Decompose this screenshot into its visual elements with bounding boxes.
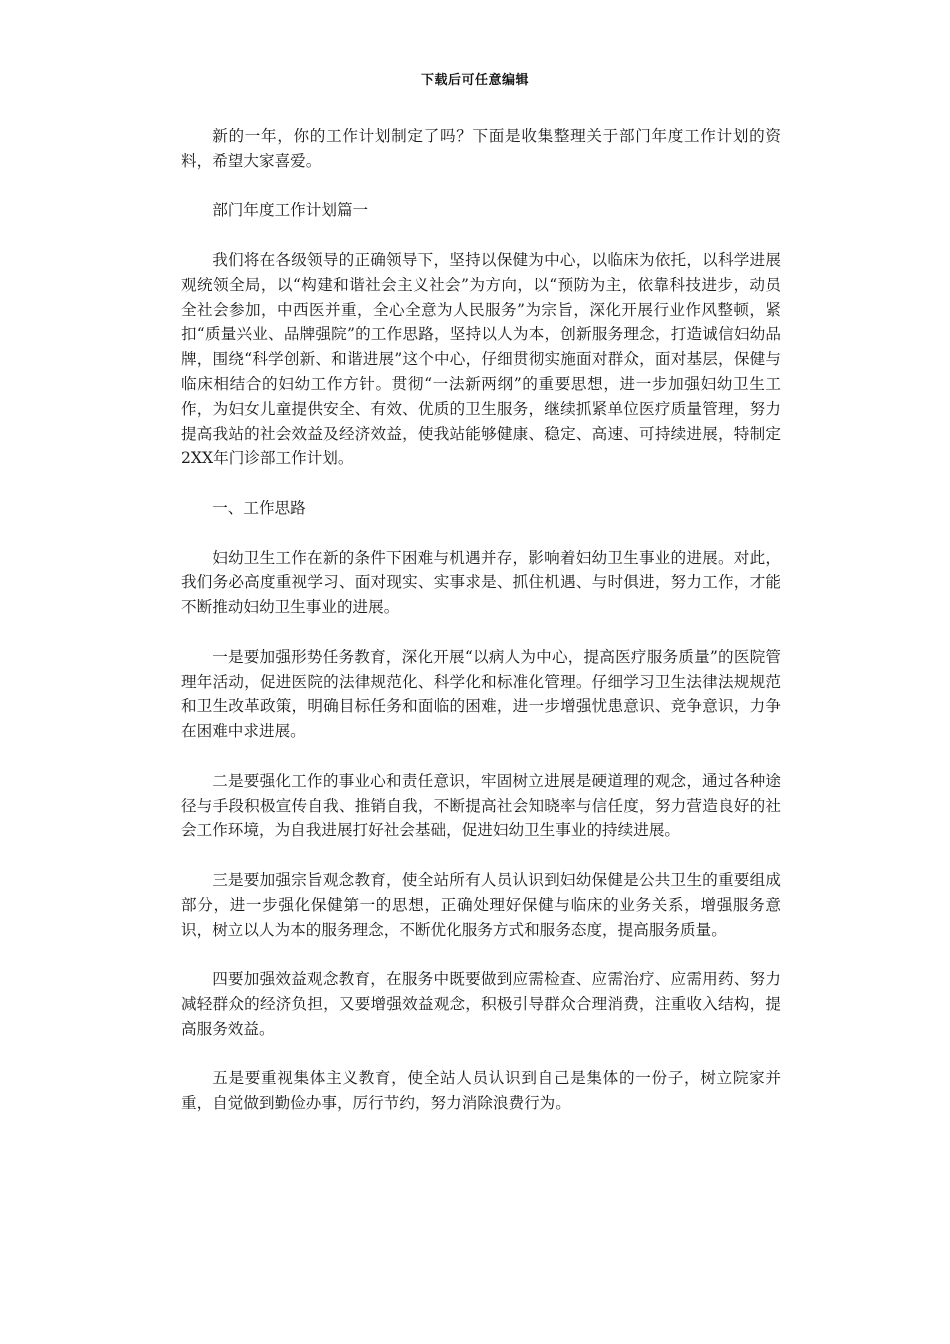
body-paragraph: 五是要重视集体主义教育，使全站人员认识到自己是集体的一份子，树立院家并重，自觉做到勤俭办事，厉行节约，努力消除浪费行为。 bbox=[181, 1069, 781, 1113]
section-heading: 一、工作思路 bbox=[212, 498, 306, 517]
document-body bbox=[181, 124, 781, 1141]
body-paragraph: 妇幼卫生工作在新的条件下困难与机遇并存，影响着妇幼卫生事业的进展。对此，我们务必高度重视学习、面对现实、实事求是、抓住机遇、与时俱进，努力工作，才能不断推动妇幼卫生事业的进展。 bbox=[181, 548, 781, 617]
body-paragraph: 我们将在各级领导的正确领导下，坚持以保健为中心，以临床为依托，以科学进展观统领全局，以“构建和谐社会主义社会”为方向，以“预防为主，依靠科技进步，动员全社会参加，中西医并重，全心全意为人民服务”为宗旨，深化开展行业作风整顿，紧扣“质量兴业、品牌强院”的工作思路，坚持以人为本，创新服务理念，打造诚信妇幼品牌，围绕“科学创新、和谐进展”这个中心，仔细贯彻实施面对群众，面对基层，保健与临床相结合的妇幼工作方针。贯彻“一法新两纲”的重要思想，进一步加强妇幼卫生工作，为妇女儿童提供安全、有效、优质的卫生服务，继续抓紧单位医疗质量管理，努力提高我站的社会效益及经济效益，使我站能够健康、稳定、高速、可持续进展，特制定2XX年门诊部工作计划。 bbox=[181, 250, 781, 468]
intro-paragraph: 新的一年，你的工作计划制定了吗？下面是收集整理关于部门年度工作计划的资料，希望大家喜爱。 bbox=[181, 127, 781, 170]
body-paragraph: 四要加强效益观念教育，在服务中既要做到应需检查、应需治疗、应需用药、努力减轻群众的经济负担，又要增强效益观念，积极引导群众合理消费，注重收入结构，提高服务效益。 bbox=[181, 970, 781, 1038]
page-header: 下载后可任意编辑 bbox=[420, 73, 529, 88]
section-title: 部门年度工作计划篇一 bbox=[212, 201, 369, 220]
body-paragraph: 二是要强化工作的事业心和责任意识，牢固树立进展是硬道理的观念，通过各种途径与手段积极宣传自我、推销自我，不断提高社会知晓率与信任度，努力营造良好的社会工作环境，为自我进展打好社会基础，促进妇幼卫生事业的持续进展。 bbox=[181, 771, 781, 840]
body-paragraph: 三是要加强宗旨观念教育，使全站所有人员认识到妇幼保健是公共卫生的重要组成部分，进一步强化保健第一的思想，正确处理好保健与临床的业务关系，增强服务意识，树立以人为本的服务理念，不断优化服务方式和服务态度，提高服务质量。 bbox=[181, 870, 781, 939]
body-paragraph: 一是要加强形势任务教育，深化开展“以病人为中心，提高医疗服务质量”的医院管理年活动，促进医院的法律规范化、科学化和标准化管理。仔细学习卫生法律法规规范和卫生改革政策，明确目标任务和面临的困难，进一步增强忧患意识、竞争意识，力争在困难中求进展。 bbox=[181, 647, 781, 741]
